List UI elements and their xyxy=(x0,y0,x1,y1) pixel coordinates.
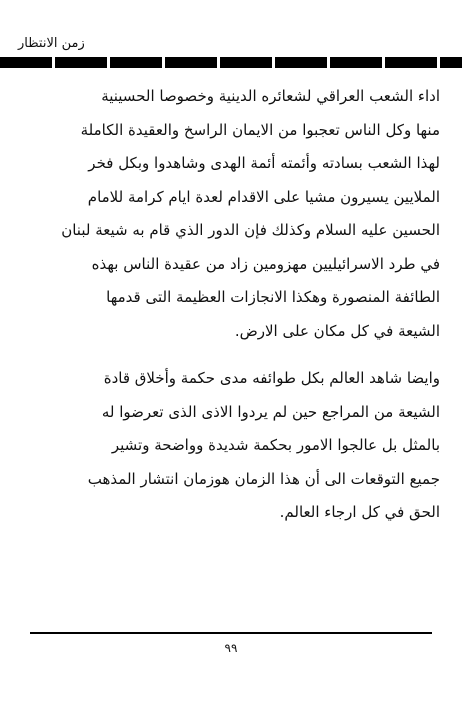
text-line: منها وكل الناس تعجبوا من الايمان الراسخ والعقيدة الكاملة xyxy=(80,120,440,139)
text-line: الحسين عليه السلام وكذلك فإن الدور الذي قام به شيعة لبنان xyxy=(61,221,440,239)
text-line: في طرد الاسرائيليين مهزومين زاد من عقيدة الناس بهذه xyxy=(91,254,440,273)
text-line: بالمثل بل عالجوا الامور بحكمة شديدة وواضحة وتشير xyxy=(111,436,440,454)
text-line: اداء الشعب العراقي لشعائره الدينية وخصوصا الحسينية xyxy=(101,87,440,105)
running-header-title: زمن الانتظار xyxy=(18,36,85,51)
page-number: ٩٩ xyxy=(224,641,238,655)
header-rule xyxy=(0,57,462,68)
paragraph-2 xyxy=(20,362,440,530)
body-text xyxy=(20,80,440,530)
text-line: لهذا الشعب بسادته وأئمته أئمة الهدى وشاهدوا وبكل فخر xyxy=(88,154,440,172)
text-line: الملايين يسيرون مشيا على الاقدام لعدة ايام كرامة للامام xyxy=(87,187,440,206)
paragraph-1 xyxy=(20,80,440,348)
text-line: وايضا شاهد العالم بكل طوائفه مدى حكمة وأخلاق قادة xyxy=(103,369,440,387)
paragraph-gap xyxy=(20,348,440,362)
text-line: جميع التوقعات الى أن هذا الزمان هوزمان انتشار المذهب xyxy=(87,469,440,488)
text-line: الحق في كل ارجاء العالم. xyxy=(279,503,440,521)
text-line: الشيعة من المراجع حين لم يردوا الاذى الذى تعرضوا له xyxy=(101,402,440,421)
text-line: الطائفة المنصورة وهكذا الانجازات العظيمة التى قدمها xyxy=(106,288,440,306)
footer-rule xyxy=(30,632,432,634)
text-line: الشيعة في كل مكان على الارض. xyxy=(234,321,440,340)
